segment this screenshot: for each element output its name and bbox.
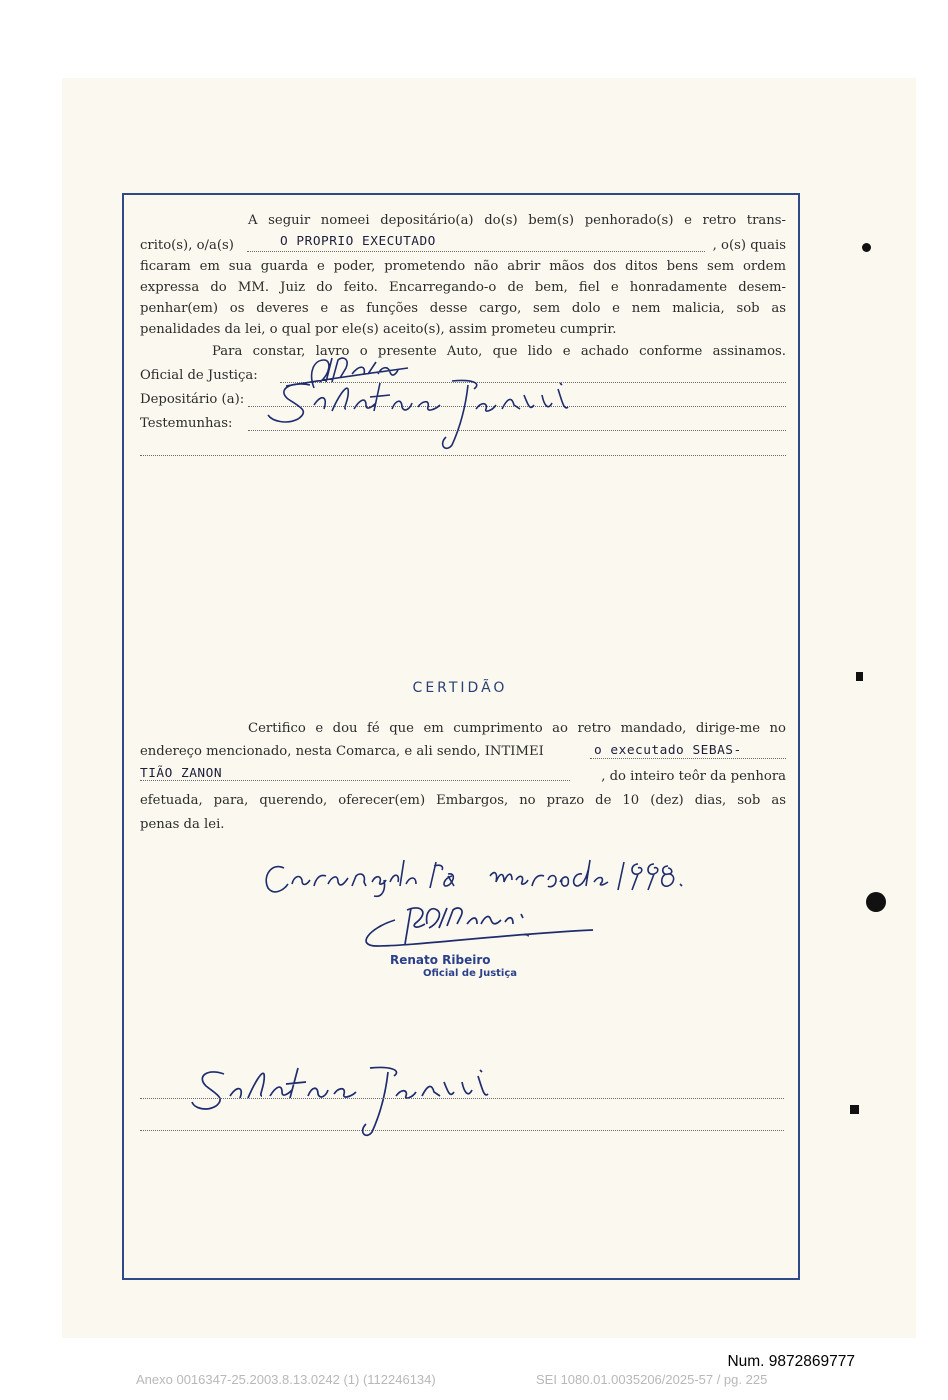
certidao-line-2-pre: endereço mencionado, nesta Comarca, e ali sendo, INTIMEI <box>140 744 544 759</box>
footer-sei: SEI 1080.01.0035206/2025-57 / pg. 225 <box>536 1372 768 1387</box>
deposito-line-6: penalidades da lei, o qual por ele(s) aceito(s), assim prometeu cumprir. <box>140 322 617 337</box>
deposito-line-1: A seguir nomeei depositário(a) do(s) bem(s) penhorado(s) e retro trans- <box>248 213 786 228</box>
fill-line <box>140 455 786 456</box>
stamp-role: Oficial de Justiça <box>423 968 518 979</box>
handwritten-date <box>258 846 698 902</box>
intimado-name-part-2: TIÃO ZANON <box>140 766 223 781</box>
depositario-label: Depositário (a): <box>140 392 245 407</box>
signature-line <box>140 1098 784 1099</box>
oficial-label: Oficial de Justiça: <box>140 368 258 383</box>
footer-anexo: Anexo 0016347-25.2003.8.13.0242 (1) (112246134) <box>136 1372 436 1387</box>
punch-mark <box>850 1105 859 1114</box>
certidao-line-2 <box>140 741 786 762</box>
deposito-line-2 <box>140 235 786 256</box>
testemunhas-label: Testemunhas: <box>140 416 233 431</box>
certidao-line-4: efetuada, para, querendo, oferecer(em) Embargos, no prazo de 10 (dez) dias, sob as <box>140 793 786 808</box>
deposito-line-2-post: , o(s) quais <box>712 238 786 253</box>
deposito-line-4: expressa do MM. Juiz do feito. Encarregando-o de bem, fiel e honradamente desem- <box>140 280 786 295</box>
fill-line <box>140 780 570 781</box>
document-number: Num. 9872869777 <box>727 1353 855 1370</box>
certidao-line-1: Certifico e dou fé que em cumprimento ao retro mandado, dirige-me no <box>248 721 786 736</box>
punch-mark <box>856 672 863 681</box>
signature-line <box>140 1130 784 1131</box>
depositario-signature <box>262 375 592 455</box>
oficial-signature-certidao <box>355 900 600 956</box>
deposito-line-5: penhar(em) os deveres e as funções desse cargo, sem dolo e nem malicia, sob as <box>140 301 786 316</box>
deposito-line-7: Para constar, lavro o presente Auto, que lido e achado conforme assinamos. <box>212 344 786 359</box>
certidao-line-3-post: , do inteiro teôr da penhora <box>601 769 786 784</box>
certidao-title: CERTIDÃO <box>412 680 508 696</box>
depositario-name: O PROPRIO EXECUTADO <box>280 234 436 249</box>
fill-line <box>590 758 786 759</box>
punch-mark <box>862 243 871 252</box>
intimado-name-part-1: o executado SEBAS- <box>594 743 742 758</box>
deposito-line-3: ficaram em sua guarda e poder, prometendo não abrir mãos dos ditos bens sem ordem <box>140 259 786 274</box>
certidao-line-3 <box>140 766 786 787</box>
deposito-line-2-pre: crito(s), o/a(s) <box>140 238 234 253</box>
stamp-name: Renato Ribeiro <box>390 953 491 967</box>
certidao-line-5: penas da lei. <box>140 817 225 832</box>
punch-mark <box>866 892 886 912</box>
